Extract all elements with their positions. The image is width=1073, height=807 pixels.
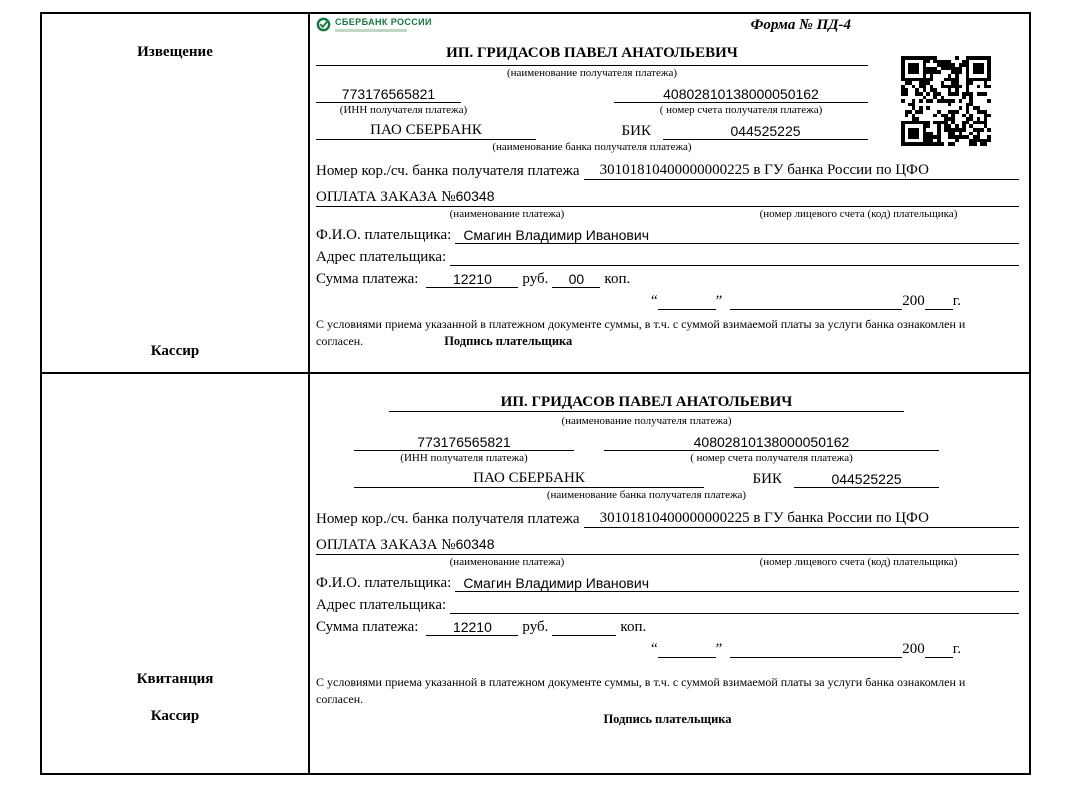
payment-purpose-label: ОПЛАТА ЗАКАЗА №: [316, 537, 456, 553]
bank-logo-icon: [316, 17, 331, 32]
account-caption: ( номер счета получателя платежа): [659, 104, 823, 116]
date-day-line: [658, 309, 716, 310]
date-quote-open: “: [650, 293, 658, 309]
payer-address-line: [450, 265, 1019, 266]
payment-purpose-value: 60348: [455, 188, 495, 204]
amount-label: Сумма платежа:: [316, 619, 419, 635]
payment-caption: (наименование платежа): [449, 208, 565, 220]
date-quote-open: “: [650, 641, 658, 657]
payment-purpose-label: ОПЛАТА ЗАКАЗА №: [316, 189, 456, 205]
year-prefix: 200: [902, 293, 925, 309]
receipt-upper-fields: [354, 394, 939, 503]
bank-logo: [316, 17, 432, 32]
date-quote-close: ”: [715, 641, 723, 657]
inn-value: 773176565821: [316, 86, 461, 103]
bank-logo-name: СБЕРБАНК РОССИИ: [335, 16, 432, 27]
payer-name-value: Смагин Владимир Иванович: [455, 227, 1019, 244]
agreement-block: [316, 316, 1019, 350]
date-month-line: [730, 309, 902, 310]
bank-caption: (наименование банка получателя платежа): [492, 141, 692, 153]
payment-form-pd4: [40, 12, 1031, 775]
kop-label: коп.: [620, 619, 647, 635]
corr-account-value: 30101810400000000225 в ГУ банка России по ЦФО: [584, 162, 1019, 180]
inn-value: 773176565821: [354, 434, 574, 451]
payer-address-label: Адрес плательщика:: [316, 597, 447, 613]
bank-logo-subline: [335, 29, 407, 32]
recipient-name: ИП. ГРИДАСОВ ПАВЕЛ АНАТОЛЬЕВИЧ: [316, 45, 868, 66]
kop-label: коп.: [604, 271, 631, 287]
amount-rub-value: 12210: [426, 619, 518, 636]
payer-name-label: Ф.И.О. плательщика:: [316, 227, 452, 243]
inn-caption: (ИНН получателя платежа): [400, 452, 528, 464]
section-label: Квитанция: [136, 671, 214, 687]
payment-caption: (наименование платежа): [449, 556, 565, 568]
agreement-text: С условиями приема указанной в платежном документе суммы, в т.ч. с суммой взимаемой платы за услуги банка ознакомлен и согласен.: [316, 675, 966, 706]
amount-rub-value: 12210: [426, 271, 518, 288]
cashier-label: Кассир: [150, 343, 200, 359]
corr-account-label: Номер кор./сч. банка получателя платежа: [316, 511, 580, 527]
signature-label: Подпись плательщика: [603, 711, 732, 726]
bank-name: ПАО СБЕРБАНК: [316, 122, 536, 140]
notice-left-column: [42, 14, 310, 372]
bik-label: БИК: [621, 123, 651, 139]
bik-label: БИК: [752, 471, 782, 487]
receipt-section: [42, 374, 1029, 773]
date-month-line: [730, 657, 902, 658]
section-label: Извещение: [137, 44, 213, 60]
recipient-name: ИП. ГРИДАСОВ ПАВЕЛ АНАТОЛЬЕВИЧ: [389, 394, 904, 412]
agreement-text: С условиями приема указанной в платежном документе суммы, в т.ч. с суммой взимаемой платы за услуги банка ознакомлен и согласен.: [316, 317, 966, 348]
bank-caption: (наименование банка получателя платежа): [546, 489, 747, 501]
year-line: [925, 657, 953, 658]
year-suffix: г.: [952, 293, 961, 309]
date-day-line: [658, 657, 716, 658]
cashier-label: Кассир: [150, 708, 200, 724]
bank-logo-text: [335, 18, 432, 32]
year-line: [925, 309, 953, 310]
personal-account-caption: (номер лицевого счета (код) плательщика): [759, 208, 958, 220]
agreement-block: [316, 674, 1019, 708]
payment-purpose-value: 60348: [455, 536, 495, 552]
notice-upper-fields: [316, 45, 868, 155]
account-value: 40802810138000050162: [604, 434, 939, 451]
payment-purpose-field: [316, 536, 698, 555]
inn-caption: (ИНН получателя платежа): [339, 104, 468, 116]
payer-name-value: Смагин Владимир Иванович: [455, 575, 1019, 592]
personal-account-caption: (номер лицевого счета (код) плательщика): [759, 556, 958, 568]
payment-purpose-field: [316, 188, 698, 207]
bik-value: 044525225: [663, 123, 868, 140]
corr-account-label: Номер кор./сч. банка получателя платежа: [316, 163, 580, 179]
corr-account-value: 30101810400000000225 в ГУ банка России по ЦФО: [584, 510, 1019, 528]
rub-label: руб.: [522, 271, 549, 287]
date-quote-close: ”: [715, 293, 723, 309]
payer-name-label: Ф.И.О. плательщика:: [316, 575, 452, 591]
payer-address-label: Адрес плательщика:: [316, 249, 447, 265]
bik-value: 044525225: [794, 471, 939, 488]
notice-header: [316, 17, 1019, 43]
receipt-form-body: [310, 374, 1029, 773]
notice-form-body: [310, 14, 1029, 372]
notice-section: [42, 14, 1029, 374]
amount-kop-value: 00: [552, 271, 600, 288]
year-suffix: г.: [952, 641, 961, 657]
account-value: 40802810138000050162: [614, 86, 868, 103]
account-caption: ( номер счета получателя платежа): [690, 452, 853, 464]
amount-kop-value: [552, 635, 616, 636]
qr-code: [901, 56, 991, 146]
payer-address-line: [450, 613, 1019, 614]
recipient-caption: (наименование получателя платежа): [506, 67, 678, 79]
year-prefix: 200: [902, 641, 925, 657]
recipient-caption: (наименование получателя платежа): [561, 415, 732, 427]
rub-label: руб.: [522, 619, 549, 635]
amount-label: Сумма платежа:: [316, 271, 419, 287]
form-number: Форма № ПД-4: [750, 17, 851, 33]
bank-name: ПАО СБЕРБАНК: [354, 470, 704, 488]
signature-label: Подпись плательщика: [444, 333, 573, 348]
receipt-left-column: [42, 374, 310, 773]
